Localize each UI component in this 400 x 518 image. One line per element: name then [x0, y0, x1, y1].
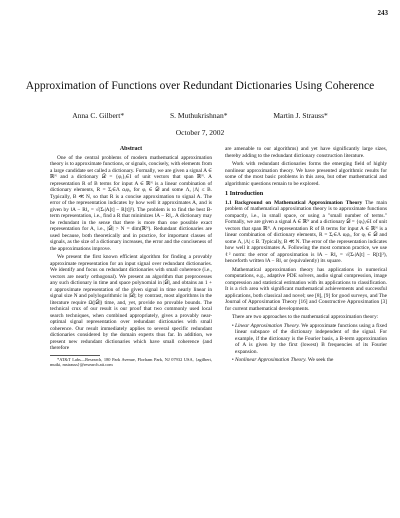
section-heading: 1 Introduction	[225, 190, 264, 197]
intro-paragraph-2: Mathematical approximation theory has applications in numerical computations, e.g., adaptive PDE solvers, audio signal compression, image compression and statistical estimation with its applications to classification. It is a rich area with significant mathematical achievements and successful applications, both classical and novel; see [8], [9] for good surveys, and The Journal of Approximation Theory [16] and Constructive Approximation [3] for current mathematical developments.	[225, 266, 387, 312]
footnote: *AT&T Labs—Research, 180 Park Avenue, Florham Park, NJ 07932 USA, {agilbert, mutki, mstrauss}@research.att.com	[50, 356, 212, 367]
subsection-heading: 1.1 Background on Mathematical Approximation Theory	[225, 199, 363, 206]
abstract-continuation: are amenable to our algorithms) and yet have significantly large sizes, thereby adding to the redundant dictionary construction literature.	[225, 146, 387, 159]
list-item	[235, 357, 387, 364]
intro-paragraph-3: There are two approaches to the mathematical approximation theory:	[232, 314, 379, 320]
author-list	[0, 111, 400, 120]
left-column	[50, 146, 212, 506]
right-column	[225, 146, 387, 506]
page-number: 243	[377, 9, 388, 17]
bullet-text: We seek the	[307, 357, 334, 363]
bullet-label: Linear Approximation Theory.	[235, 322, 300, 329]
author-2: S. Muthukrishnan*	[169, 111, 228, 120]
author-3: Martin J. Strauss*	[273, 111, 328, 120]
intro-paragraph-1: The main problem of mathematical approximation theory is to approximate functions compactly, i.e., in small space, or using a "small number of terms." Formally, we are given a signal A ∈ ℝᴺ and a dictionary 𝒟 = {φᵢ}ᵢ∈I of unit vectors that span ℝᴺ. A representation R of B terms for input A ∈ ℝᴺ is a linear combination of dictionary elements, R = Σᵢ∈Λ αᵢφᵢ, for φᵢ ∈ 𝒟 and some Λ, |Λ| ≤ B. Typically, B ≪ N. The error of the representation indicates how well it approximates A. Following the most common practice, we use ℓ² norm: the error of approximation is ‖A − R‖₂ = √(Σₜ|A[t] − R[t]|²), henceforth written ‖A − R‖, or (equivalently) its square.	[225, 199, 387, 264]
bullet-label: Nonlinear Approximation Theory.	[235, 357, 307, 363]
approach-list	[225, 323, 387, 364]
paper-title: Approximation of Functions over Redundant Dictionaries Using Coherence	[25, 80, 375, 92]
abstract-paragraph-1: One of the central problems of modern mathematical approximation theory is to approximate functions, or signals, concisely, with elements from a large candidate set called a dictionary. Formally, we are given a signal A ∈ ℝᴺ and a dictionary 𝒟 = {φᵢ}ᵢ∈I of unit vectors that span ℝᴺ. A representation R of B terms for input A ∈ ℝᴺ is a linear combination of dictionary elements, R = Σᵢ∈Λ αᵢφᵢ, for φᵢ ∈ 𝒟 and some Λ, |Λ| ≤ B. Typically, B ≪ N, so that R is a concise approximation to signal A. The error of the representation indicates by how well it approximates A, and is given by ‖A − R‖₂ = √(Σₜ|A[t] − R[t]|²). The problem is to find the best B-term representation, i.e., find a R that minimizes ‖A − R‖₂. A dictionary may be redundant in the sense that there is more than one possible exact representation for A, i.e., |𝒟| > N = dim(ℝᴺ). Redundant dictionaries are used because, both theoretically and in practice, for important classes of signals, as the size of a dictionary increases, the error and the conciseness of the approximations improve.	[50, 154, 212, 252]
abstract-heading: Abstract	[119, 146, 143, 152]
paper-date: October 7, 2002	[175, 128, 225, 137]
abstract-paragraph-2: We present the first known efficient algorithm for finding a provably approximate representation for an input signal over redundant dictionaries. We identify and focus on redundant dictionaries with small coherence (i.e., vectors are nearly orthogonal). We present an algorithm that preprocesses any such dictionary in time and space polynomial in |𝒟|, and obtains an 1 + ε approximate representation of the given signal in time nearly linear in signal size N and polylogarithmic in |𝒟|; by contrast, most algorithms in the literature require Ω(|𝒟|) time, and, yet, provide no provable bounds. The technical crux of our result is our proof that two commonly used local search techniques, when combined appropriately, gives a provably near-optimal signal representation over redundant dictionaries with small coherence. Our result immediately applies to several specific redundant dictionaries considered by the domain experts thus far. In addition, we present new redundant dictionaries which have small coherence (and therefore	[50, 254, 212, 351]
bullet-text: We approximate functions using a fixed linear subspace of the dictionary independent of the signal. For example, if the dictionary is the Fourier basis, a B-term approximation of A is given by the first (lowest) B frequencies of its Fourier expansion.	[235, 322, 387, 355]
abstract-closing: Work with redundant dictionaries forms the emerging field of highly nonlinear approximation theory. We have presented algorithmic results for some of the most basic problems in this area, but other mathematical and algorithmic questions remain to be explored.	[225, 161, 387, 187]
author-1: Anna C. Gilbert*	[72, 111, 125, 120]
list-item	[235, 323, 387, 356]
